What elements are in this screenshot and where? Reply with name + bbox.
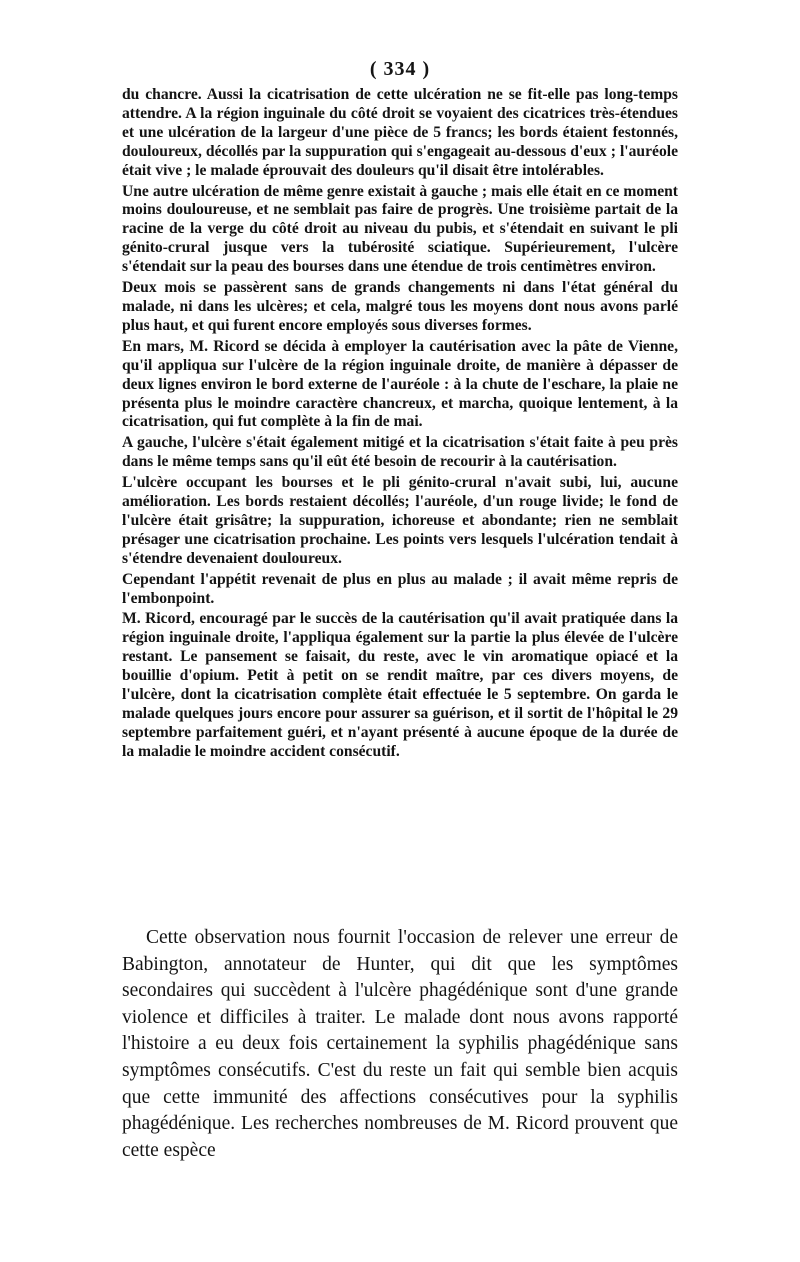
page-number: ( 334 ) [369,58,431,80]
paragraph: A gauche, l'ulcère s'était également mitigé et la cicatrisation s'était faite à peu près dans le même temps sans qu'il eût été besoin de recourir à la cautérisation. [122,434,678,471]
paragraph: Une autre ulcération de même genre existait à gauche ; mais elle était en ce moment moins douloureuse, et ne semblait pas faire de progrès. Une troisième partait de la racine de la verge du côté droit au niveau du pubis, et s'étendait en suivant le pli génito-crural jusque vers la tubérosité sciatique. Supérieurement, l'ulcère s'étendait sur la peau des bourses dans une étendue de trois centimètres environ. [122,182,678,276]
commentary-text [122,925,678,1164]
paragraph: du chancre. Aussi la cicatrisation de cette ulcération ne se fit-elle pas long-temps attendre. A la région inguinale du côté droit se voyaient des cicatrices très-étendues et une ulcération de la largeur d'une pièce de 5 francs; les bords étaient festonnés, douloureux, décollés par la suppuration qui s'engageait au-dessous d'eux ; l'auréole était vive ; le malade éprouvait des douleurs qu'il disait être intolérables. [122,86,678,179]
case-report-text [122,86,678,764]
paragraph: Deux mois se passèrent sans de grands changements ni dans l'état général du malade, ni dans les ulcères; et cela, malgré tous les moyens dont nous avons parlé plus haut, et qui furent encore employés sous diverses formes. [122,279,678,334]
paragraph: Cependant l'appétit revenait de plus en plus au malade ; il avait même repris de l'embonpoint. [122,570,678,607]
paragraph: En mars, M. Ricord se décida à employer la cautérisation avec la pâte de Vienne, qu'il appliqua sur l'ulcère de la région inguinale droite, de manière à dépasser de deux lignes environ le bord externe de l'auréole : à la chute de l'eschare, la plaie ne présenta plus le moindre caractère chancreux, et marcha, quoique lentement, à la cicatrisation, qui fut complète à la fin de mai. [122,337,678,431]
paragraph: Cette observation nous fournit l'occasion de relever une erreur de Babington, annotateur de Hunter, qui dit que les symptômes secondaires qui succèdent à l'ulcère phagédénique sont d'une grande violence et difficiles à traiter. Le malade dont nous avons rapporté l'histoire a eu deux fois certainement la syphilis phagédénique sans symptômes consécutifs. C'est du reste un fait qui semble bien acquis que cette immunité des affections consécutives pour la syphilis phagédénique. Les recherches nombreuses de M. Ricord prouvent que cette espèce [122,927,678,1161]
paragraph: L'ulcère occupant les bourses et le pli génito-crural n'avait subi, lui, aucune amélioration. Les bords restaient décollés; l'auréole, d'un rouge livide; le fond de l'ulcère était grisâtre; la suppuration, ichoreuse et abondante; rien ne semblait présager une cicatrisation prochaine. Les points vers lesquels l'ulcération tendait à s'étendre devenaient douloureux. [122,474,678,567]
paragraph: M. Ricord, encouragé par le succès de la cautérisation qu'il avait pratiquée dans la région inguinale droite, l'appliqua également sur la partie la plus élevée de l'ulcère restant. Le pansement se faisait, du reste, avec le vin aromatique opiacé et la bouillie d'opium. Petit à petit on se rendit maître, par ces divers moyens, de l'ulcère, dont la cicatrisation complète était effectuée le 5 septembre. On garda le malade quelques jours encore pour assurer sa guérison, et il sortit de l'hôpital le 29 septembre parfaitement guéri, et n'ayant présenté à aucune époque de la durée de la maladie le moindre accident consécutif. [122,610,678,760]
